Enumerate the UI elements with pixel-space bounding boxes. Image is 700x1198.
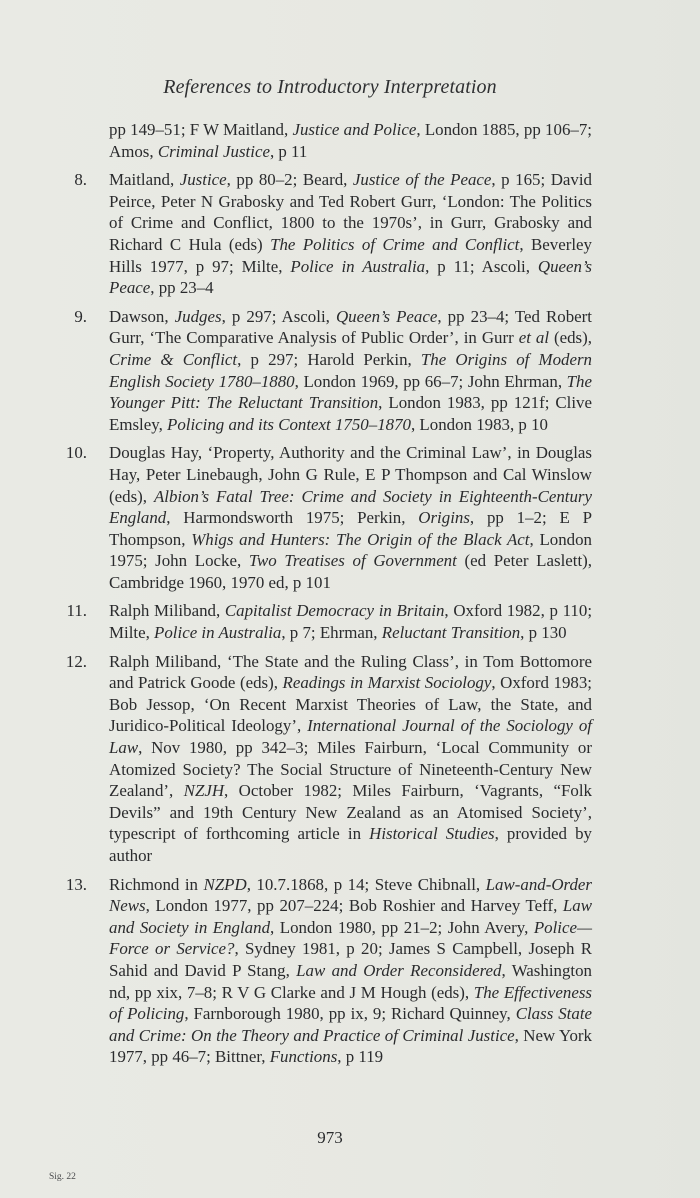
endnote-number: 8. — [74, 170, 87, 190]
citation-text: Maitland, — [109, 170, 180, 190]
cited-title: Whigs and Hunters: The Origin of the Black Act — [191, 529, 530, 549]
cited-title: Readings in Marxist Sociology — [282, 673, 492, 693]
cited-title: Criminal Justice — [157, 141, 270, 161]
citation-text: , London 1983, p 10 — [410, 414, 548, 434]
citation-text: Ralph Miliband, — [109, 601, 225, 621]
citation-text: , p 119 — [337, 1047, 384, 1067]
citation-text: , p 165; David Peirce, Peter N Grabosky and Ted Robert Gurr, ‘London: The Politics of Crime and Conflict, 1800 to the 1970s’, in Gurr, Grabosky and Richard C Hula (eds) — [109, 170, 592, 254]
endnote-11 — [60, 600, 592, 643]
cited-title: NZPD — [203, 874, 247, 894]
endnote-text — [109, 119, 592, 162]
cited-title: Police in Australia — [154, 623, 282, 643]
cited-title: The Politics of Crime and Conflict — [270, 234, 520, 254]
endnote-number: 10. — [65, 443, 87, 463]
cited-title: International Journal of the Sociology of Law — [109, 716, 593, 758]
citation-text: Douglas Hay, ‘Property, Authority and the Criminal Law’, in Douglas Hay, Peter Linebaugh, John G Rule, E P Thompson and Cal Winslow (eds), — [109, 443, 592, 506]
endnote-text — [109, 874, 592, 1068]
cited-title: Judges — [174, 306, 222, 326]
citation-text: , 10.7.1868, p 14; Steve Chibnall, — [246, 874, 486, 894]
cited-title: NZJH — [183, 781, 225, 801]
endnote-12 — [60, 651, 592, 867]
citation-text: (eds), — [549, 328, 592, 348]
citation-text: , Harmondsworth 1975; Perkin, — [166, 508, 419, 528]
citation-text: , London 1969, pp 66–7; John Ehrman, — [294, 371, 567, 391]
endnote-text — [109, 600, 592, 643]
running-head: References to Introductory Interpretation — [163, 76, 497, 98]
endnote-text — [109, 442, 592, 593]
cited-title: Albion’s Fatal Tree: Crime and Society in Eighteenth-Century England — [109, 486, 592, 528]
endnote-text — [109, 306, 592, 436]
endnote-number: 11. — [66, 601, 87, 621]
cited-title: Law and Society in England — [109, 896, 592, 937]
endnote-number: 9. — [74, 306, 87, 326]
endnote-9 — [60, 306, 592, 436]
endnote-text — [109, 169, 592, 299]
citation-text: , pp 23–4; Ted Robert Gurr, ‘The Comparative Analysis of Public Order’, in Gurr — [109, 306, 592, 348]
endnote-number: 12. — [65, 651, 87, 671]
citation-text: , p 297; Harold Perkin, — [237, 349, 421, 369]
cited-title: Two Treatises of Government — [248, 551, 457, 571]
cited-title: Justice of the Peace — [352, 170, 492, 190]
citation-text: Dawson, — [109, 306, 175, 326]
cited-title: Capitalist Democracy in Britain — [224, 601, 445, 621]
cited-title: Historical Studies — [369, 824, 495, 844]
cited-title: Functions — [269, 1047, 338, 1067]
cited-title: Law-and-Order News — [109, 874, 592, 916]
citation-text: , pp 1–2; E P Thompson, — [109, 508, 592, 549]
cited-title: Class State and Crime: On the Theory and Practice of Criminal Justice — [109, 1004, 593, 1045]
citation-text: , London 1975; John Locke, — [109, 529, 592, 571]
endnote-continuation — [60, 119, 592, 162]
cited-title: Reluctant Transition — [381, 623, 521, 643]
cited-title: Queen’s Peace — [335, 306, 438, 326]
endnote-text — [109, 651, 592, 867]
cited-title: Justice and Police — [292, 120, 417, 139]
endnote-13 — [60, 874, 592, 1068]
cited-title: Police—Force or Service? — [109, 917, 592, 959]
citation-text: , London 1885, pp 106–7; Amos, — [109, 120, 592, 161]
endnote-8 — [60, 169, 592, 299]
citation-text: pp 149–51; F W Maitland, — [109, 120, 293, 139]
cited-title: et al — [518, 328, 550, 348]
cited-title: The Younger Pitt: The Reluctant Transition — [109, 371, 592, 413]
endnotes-list — [60, 119, 592, 1075]
citation-text: , Washington nd, pp xix, 7–8; R V G Clarke and J M Hough (eds), — [109, 960, 592, 1002]
cited-title: Crime & Conflict — [109, 349, 238, 369]
citation-text: , Sydney 1981, p 20; James S Campbell, Joseph R Sahid and David P Stang, — [109, 939, 592, 980]
citation-text: , Nov 1980, pp 342–3; Miles Fairburn, ‘Local Community or Atomized Society? The Social Structure of Nineteenth-Century New Zealand’, — [109, 738, 592, 801]
citation-text: , pp 23–4 — [150, 278, 214, 298]
citation-text: , London 1980, pp 21–2; John Avery, — [270, 917, 534, 937]
page-number: 973 — [317, 1128, 343, 1147]
cited-title: Police in Australia — [290, 256, 426, 276]
cited-title: Policing and its Context 1750–1870 — [167, 414, 411, 434]
endnote-10 — [60, 442, 592, 593]
cited-title: The Origins of Modern English Society 1780–1880 — [109, 349, 592, 391]
cited-title: The Effectiveness of Policing — [109, 982, 592, 1024]
citation-text: Richmond in — [109, 874, 204, 894]
citation-text: , Beverley Hills 1977, p 97; Milte, — [109, 234, 592, 276]
endnote-number: 13. — [65, 874, 87, 894]
citation-text: , Oxford 1983; Bob Jessop, ‘On Recent Marxist Theories of Law, the State, and Juridico-Political Ideology’, — [109, 673, 592, 736]
citation-text: , Farnborough 1980, pp ix, 9; Richard Quinney, — [184, 1004, 516, 1024]
citation-text: , p 11 — [269, 141, 308, 161]
citation-text: , p 7; Ehrman, — [281, 623, 382, 643]
cited-title: Queen’s Peace — [109, 256, 592, 298]
citation-text: , New York 1977, pp 46–7; Bittner, — [109, 1025, 592, 1067]
citation-text: , p 297; Ascoli, — [221, 306, 336, 326]
citation-text: , provided by author — [109, 824, 592, 865]
citation-text: , London 1977, pp 207–224; Bob Roshier and Harvey Teff, — [145, 896, 563, 916]
citation-text: , London 1983, pp 121f; Clive Emsley, — [109, 393, 592, 434]
cited-title: Justice — [179, 170, 227, 190]
citation-text: , p 130 — [520, 623, 567, 643]
citation-text: , October 1982; Miles Fairburn, ‘Vagrants, “Folk Devils” and 19th Century New Zealand as an Atomised Society’, typescript of forthcoming article in — [109, 781, 592, 844]
citation-text: , Oxford 1982, p 110; Milte, — [109, 601, 593, 643]
signature-mark: Sig. 22 — [49, 1172, 76, 1182]
citation-text: Ralph Miliband, ‘The State and the Ruling Class’, in Tom Bottomore and Patrick Goode (eds), — [109, 651, 592, 693]
citation-text: , pp 80–2; Beard, — [226, 170, 353, 190]
citation-text: (ed Peter Laslett), Cambridge 1960, 1970 ed, p 101 — [109, 551, 592, 592]
cited-title: Origins — [418, 508, 470, 528]
citation-text: , p 11; Ascoli, — [425, 256, 538, 276]
cited-title: Law and Order Reconsidered — [296, 960, 502, 980]
